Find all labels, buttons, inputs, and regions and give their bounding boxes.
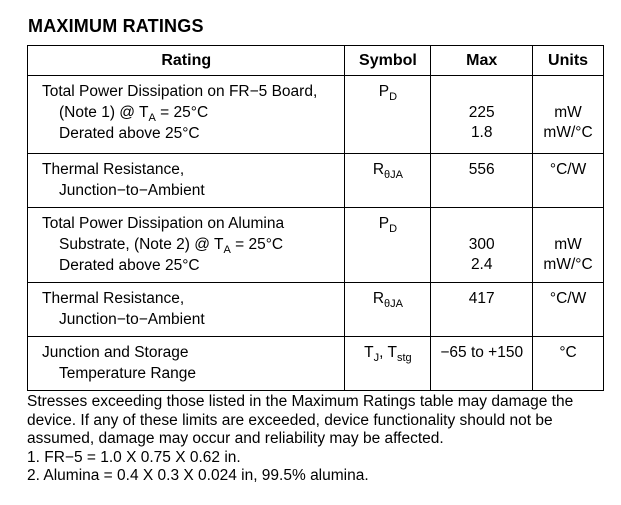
max-cell: −65 to +150 — [431, 337, 533, 391]
rating-cell: Junction and Storage Temperature Range — [28, 337, 345, 391]
max-cell: 417 — [431, 283, 533, 337]
max-cell: 556 — [431, 154, 533, 208]
table-row — [28, 208, 604, 283]
header-rating: Rating — [28, 46, 345, 76]
table-header-row — [28, 46, 604, 76]
table-row — [28, 154, 604, 208]
symbol-cell: $T_J$, $T_{stg}$ — [345, 337, 431, 391]
symbol-cell: $P_D$ — [345, 76, 431, 154]
rating-cell: Total Power Dissipation on FR−5 Board, (Note 1) @ $T_A = 25^\circ C$ Derated above 25°C — [28, 76, 345, 154]
units-cell: °C — [533, 337, 604, 391]
footnote-1: 1. FR−5 = 1.0 X 0.75 X 0.62 in. — [27, 448, 241, 466]
section-title: MAXIMUM RATINGS — [28, 16, 204, 36]
header-max: Max — [431, 46, 533, 76]
rating-cell: Total Power Dissipation on Alumina Substrate, (Note 2) @ $T_A = 25^\circ C$ Derated above 25°C — [28, 208, 345, 283]
table-row — [28, 283, 604, 337]
rating-cell: Thermal Resistance, Junction−to−Ambient — [28, 283, 345, 337]
table-row — [28, 76, 604, 154]
max-cell: 225 1.8 — [431, 76, 533, 154]
units-cell: mW mW/°C — [533, 208, 604, 283]
notes-section — [27, 393, 607, 486]
header-units: Units — [533, 46, 604, 76]
units-cell: mW mW/°C — [533, 76, 604, 154]
symbol-cell: $R_{\theta JA}$ — [345, 283, 431, 337]
symbol-cell: $R_{\theta JA}$ — [345, 154, 431, 208]
symbol-cell: $P_D$ — [345, 208, 431, 283]
units-cell: °C/W — [533, 283, 604, 337]
max-cell: 300 2.4 — [431, 208, 533, 283]
table-row — [28, 337, 604, 391]
maximum-ratings-table — [27, 45, 604, 391]
rating-cell: Thermal Resistance, Junction−to−Ambient — [28, 154, 345, 208]
units-cell: °C/W — [533, 154, 604, 208]
stress-note: Stresses exceeding those listed in the Maximum Ratings table may damage the device. If any of these limits are exceeded, device functionality should not be assumed, damage may occur and reliability may be affected. — [27, 393, 574, 447]
header-symbol: Symbol — [345, 46, 431, 76]
footnote-2: 2. Alumina = 0.4 X 0.3 X 0.024 in, 99.5% alumina. — [27, 467, 369, 484]
